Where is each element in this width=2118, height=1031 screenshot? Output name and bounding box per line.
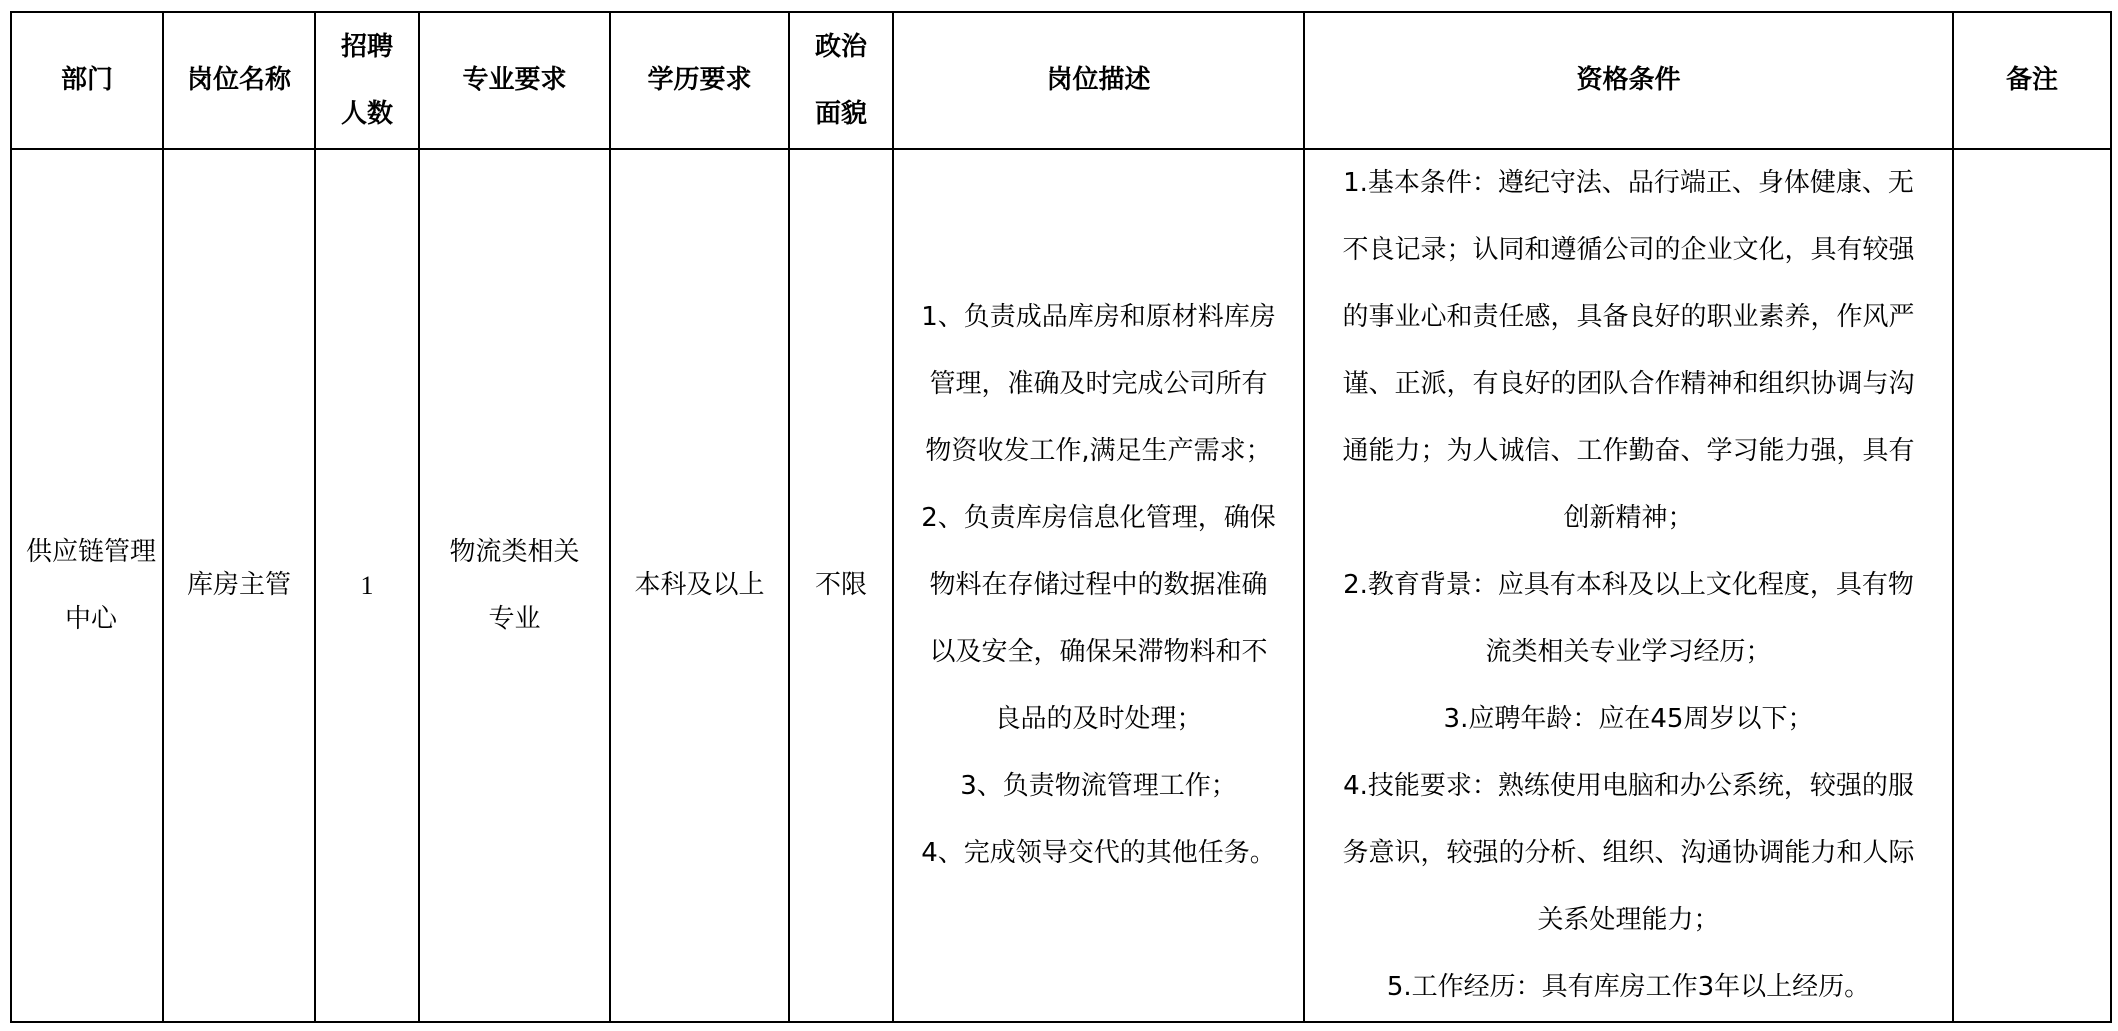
cell-department (11, 149, 163, 1022)
qualification-line: 谨、正派，有良好的团队合作精神和组织协调与沟 (1342, 369, 1915, 399)
description-line: 1、负责成品库房和原材料库房 (921, 302, 1276, 332)
description-line: 管理，准确及时完成公司所有 (929, 369, 1268, 399)
description-line: 物料在存储过程中的数据准确 (929, 570, 1268, 600)
header-headcount-line1: 招聘 (340, 31, 393, 62)
qualification-line: 3.应聘年龄：应在45周岁以下； (1443, 704, 1814, 734)
qualification-line: 1.基本条件：遵纪守法、品行端正、身体健康、无 (1343, 168, 1914, 198)
job-posting-table-wrapper (10, 11, 2112, 1023)
cell-education: 本科及以上 (610, 149, 789, 1022)
header-row (11, 12, 2111, 149)
header-political-line2: 面貌 (814, 98, 867, 129)
description-line: 3、负责物流管理工作； (960, 771, 1237, 801)
description-line: 物资收发工作,满足生产需求； (925, 436, 1272, 466)
header-position-name: 岗位名称 (163, 12, 315, 149)
qualification-line: 2.教育背景：应具有本科及以上文化程度，具有物 (1343, 570, 1914, 600)
qualification-line: 通能力；为人诚信、工作勤奋、学习能力强，具有 (1342, 436, 1915, 466)
cell-description (893, 149, 1304, 1022)
cell-qualifications (1304, 149, 1953, 1022)
header-department: 部门 (11, 12, 163, 149)
qualification-line: 创新精神； (1563, 503, 1694, 533)
header-education: 学历要求 (610, 12, 789, 149)
description-line: 以及安全，确保呆滞物料和不 (929, 637, 1268, 667)
job-posting-table (10, 11, 2112, 1023)
header-headcount-line2: 人数 (340, 98, 393, 129)
table-row (11, 149, 2111, 1022)
major-value: 物流类相关专业 (449, 536, 580, 634)
qualification-lines (1319, 150, 1938, 1021)
qualification-line: 5.工作经历：具有库房工作3年以上经历。 (1386, 972, 1871, 1002)
description-line: 2、负责库房信息化管理，确保 (921, 503, 1276, 533)
qualification-line: 流类相关专业学习经历； (1485, 637, 1772, 667)
header-political (789, 12, 893, 149)
description-lines (908, 284, 1289, 887)
header-remarks: 备注 (1953, 12, 2111, 149)
qualification-line: 的事业心和责任感，具备良好的职业素养，作风严 (1342, 302, 1915, 332)
qualification-line: 关系处理能力； (1537, 905, 1720, 935)
header-major: 专业要求 (419, 12, 610, 149)
header-political-line1: 政治 (814, 31, 867, 62)
header-headcount (315, 12, 419, 149)
qualification-line: 4.技能要求：熟练使用电脑和办公系统，较强的服 (1343, 771, 1914, 801)
qualification-line: 务意识，较强的分析、组织、沟通协调能力和人际 (1342, 838, 1915, 868)
cell-headcount: 1 (315, 149, 419, 1022)
header-qualifications: 资格条件 (1304, 12, 1953, 149)
cell-position-name: 库房主管 (163, 149, 315, 1022)
cell-political: 不限 (789, 149, 893, 1022)
description-line: 良品的及时处理； (994, 704, 1203, 734)
department-value: 供应链管理中心 (26, 536, 157, 634)
header-description: 岗位描述 (893, 12, 1304, 149)
description-line: 4、完成领导交代的其他任务。 (921, 838, 1276, 868)
cell-major (419, 149, 610, 1022)
qualification-line: 不良记录；认同和遵循公司的企业文化，具有较强 (1342, 235, 1915, 265)
cell-remarks (1953, 149, 2111, 1022)
